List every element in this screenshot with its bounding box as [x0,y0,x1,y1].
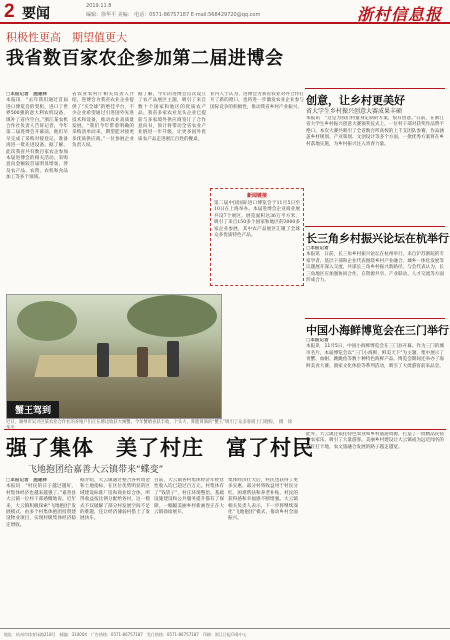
top-story-byline: □本报记者 施建林 [6,92,48,97]
news-link-text: 第二届中国国际进口博览会于11月5日至10日在上海举办。本届进博会企业商业展共设7个展区，展览面积达36万平方米，吸引了来自150多个国家和地区的3000多家企业参展，其中农产品展区汇聚了全球众多优质特色产品。 [214,201,300,239]
top-story-text-3: 据了解，今年的进博会首次设立了农产品展区主题，吸引了来自数十个国家和地区的优质农产品。我省多家农业龙头企业已提前与多家境外供应商签订了合作意向书，预计将带动全省农业产业链进一步升级，让更多国外优质农产品走进浙江百姓的餐桌。 [138,92,206,142]
bottom-story-byline: □本报记者 施建林 [6,478,48,483]
side-story-2-text: 本报讯 日前，长三角乡村振兴论坛在杭州举行。来自沪苏浙皖的专家学者、基层干部和企业代表围绕乡村产业融合、城乡一体化发展等议题展开深入交流，共谋长三角乡村振兴新路径。与会代表认为，长三角地区应加强协同合作，在资源共享、产业联动、人才交流等方面形成合力。 [306,252,444,284]
page-footer: 地址：杭州市体育场路218号 邮编：310004 广告热线：0571-86757187 发行热线：0571-86757187 印刷：浙江日报印务中心 [0,628,450,640]
divider [305,88,445,89]
bottom-story-column-3: 目前，大云镇各村集体经济年经营性收入均已超过百万元。村集体有了“钱袋子”，村庄环境整治、基础设施建设和公共服务提升都有了保障，一幅幅美丽乡村新画卷正在大云镇徐徐展开。 [154,478,224,516]
top-story-column-2 [72,92,134,288]
issue-date: 2019.11.8 [86,3,112,9]
side-story-3-body [306,338,444,428]
bottom-story-column-1 [6,478,76,626]
page-header [0,0,450,24]
bottom-story-subtitle: 飞地抱团给嘉善大云镇带来“蝶变” [28,465,164,475]
bottom-story-column-2: 据介绍，大云镇通过整合各村资金和土地指标，在区位优势明显的区域建设标准厂房和商业综合体，所得收益按比例分配给各村。这一模式不仅破解了部分村发展空间不足的难题，还让经济薄弱村搭上了发展快车。 [80,478,150,522]
bottom-story-column-5: 此外，大云镇还依托特色农业和乡村旅游资源，打造了一批精品民宿和农家乐，吸引了大量游客。美丽乡村建设让大云镇成为远近闻名的网红打卡地，农文旅融合发展的路子越走越宽。 [306,432,444,450]
divider [305,226,445,227]
page-number: 2 [4,1,15,22]
side-story-2-body [306,246,444,316]
contact-line: 编辑：徐华平 美编： 电话：0571-86757187 E-mail:568429720@qq.com [86,12,261,18]
photo-badge: 蟹王驾到 [7,401,59,418]
photo-caption: 近日，湖州市吴兴区某农业合作社的养殖户们正在塘边收获大闸蟹。今年蟹塘喜获丰收，个头大、膏肥黄满的“蟹王”吸引了众多客商上门收购。 摄 徐 [6,420,292,425]
top-story-column-3 [138,92,206,288]
top-story-headline: 我省数百家农企参加第二届进博会 [6,48,284,69]
news-link-box [210,188,304,286]
top-story-kicker: 积极性更高 期望值更大 [6,31,127,44]
side-story-2-byline: □本报记者 [306,246,329,251]
bottom-story-headline: 强了集体 美了村庄 富了村民 [6,436,314,460]
top-story-text-1: 本报讯 “去年我们通过首届进口博览会的契机，进口了世界500强的意大利农机设备，填补了省内空白。”浙江某农机合作社负责人告诉记者，今年第二届进博会开幕前，他们早早完成了采购对接登记，准备再进一批先进设备。据了解，此次我省共有数百家农企参加本届进博会的相关活动，采购意向金额较首届明显增加，涉及农产品、农资、农机和食品加工等多个领域。 [6,98,68,181]
side-story-3-text: 本报讯 11月5日，中国小海鲜博览会在三门县开幕。作为三门的城市名片，本届博览会以“三门小海鲜，鲜美天下”为主题，集中展示了青蟹、血蚶、跳跳鱼等数十种特色海鲜产品。博览会期间还举办了海鲜美食大赛、渔家文化体验等系列活动，吸引了大批游客前来品尝。 [306,344,444,369]
side-story-3-byline: □本报记者 [306,338,329,343]
side-story-1-text: 本报讯 “这是为我们村量身定制的方案，很有创意。”日前，在浙江省大学生乡村振兴创意大赛颁奖仪式上，一位村干部对获奖作品赞不绝口。本次大赛共吸引了全省数百所高校的上千支团队参赛，作品涵盖乡村规划、产业策划、文创设计等多个方面，一批优秀方案将在乡村落地实施，为乡村振兴注入青春力量。 [306,116,444,147]
divider [4,429,446,430]
crab-harvest-photo [6,294,222,419]
section-title: 要闻 [22,6,50,22]
divider [305,318,445,319]
top-story-column-1 [6,92,68,288]
side-story-3-headline: 中国小海鲜博览会在三门举行 [306,324,449,337]
bottom-story-text-1: 本报讯 “村民的日子越过越好，村集体经济也越来越强了。”嘉善县大云镇一位村干部感慨地说。近年来，大云镇积极探索“飞地抱团”发展模式，由多个村集体抱团投资建设物业项目，实现村级集体经济稳定增收。 [6,484,76,528]
bottom-story-column-4: 集体经济壮大后，村民也获得了更多实惠。部分村将收益用于村民分红、困难帮扶和养老补贴，村民的获得感和幸福感不断增强。大云镇相关负责人表示，下一步将继续深化“飞地抱团”模式，推动乡村全面振兴。 [228,478,298,522]
side-story-2-headline: 长三角乡村振兴论坛在杭举行 [306,232,449,245]
top-story-column-4 [210,92,304,184]
side-story-1-subtitle: 省大学生乡村振兴创意大赛成果丰硕 [306,108,403,115]
news-link-title: 新闻链接 [246,193,267,199]
top-story-text-4: 业内人士认为，进博会为我省农业对外合作打开了新的窗口，也将进一步激发农业企业参与国际竞争的积极性，推动我省乡村产业振兴。 [210,92,304,110]
side-story-1-headline: 创意，让乡村更美好 [306,94,405,107]
masthead-logo: 浙村信息报 [356,5,442,24]
top-story-text-2: 省农业农村厅相关负责人介绍，进博会为我省农业企业提供了“买全球”的绝佳平台，不少企业希望通过引进国外先进技术和设备，推动农业高质量发展。“我们今年带着明确的采购清单而来，期望能对接更多优质供应商。”一位参展企业负责人说。 [72,92,134,149]
